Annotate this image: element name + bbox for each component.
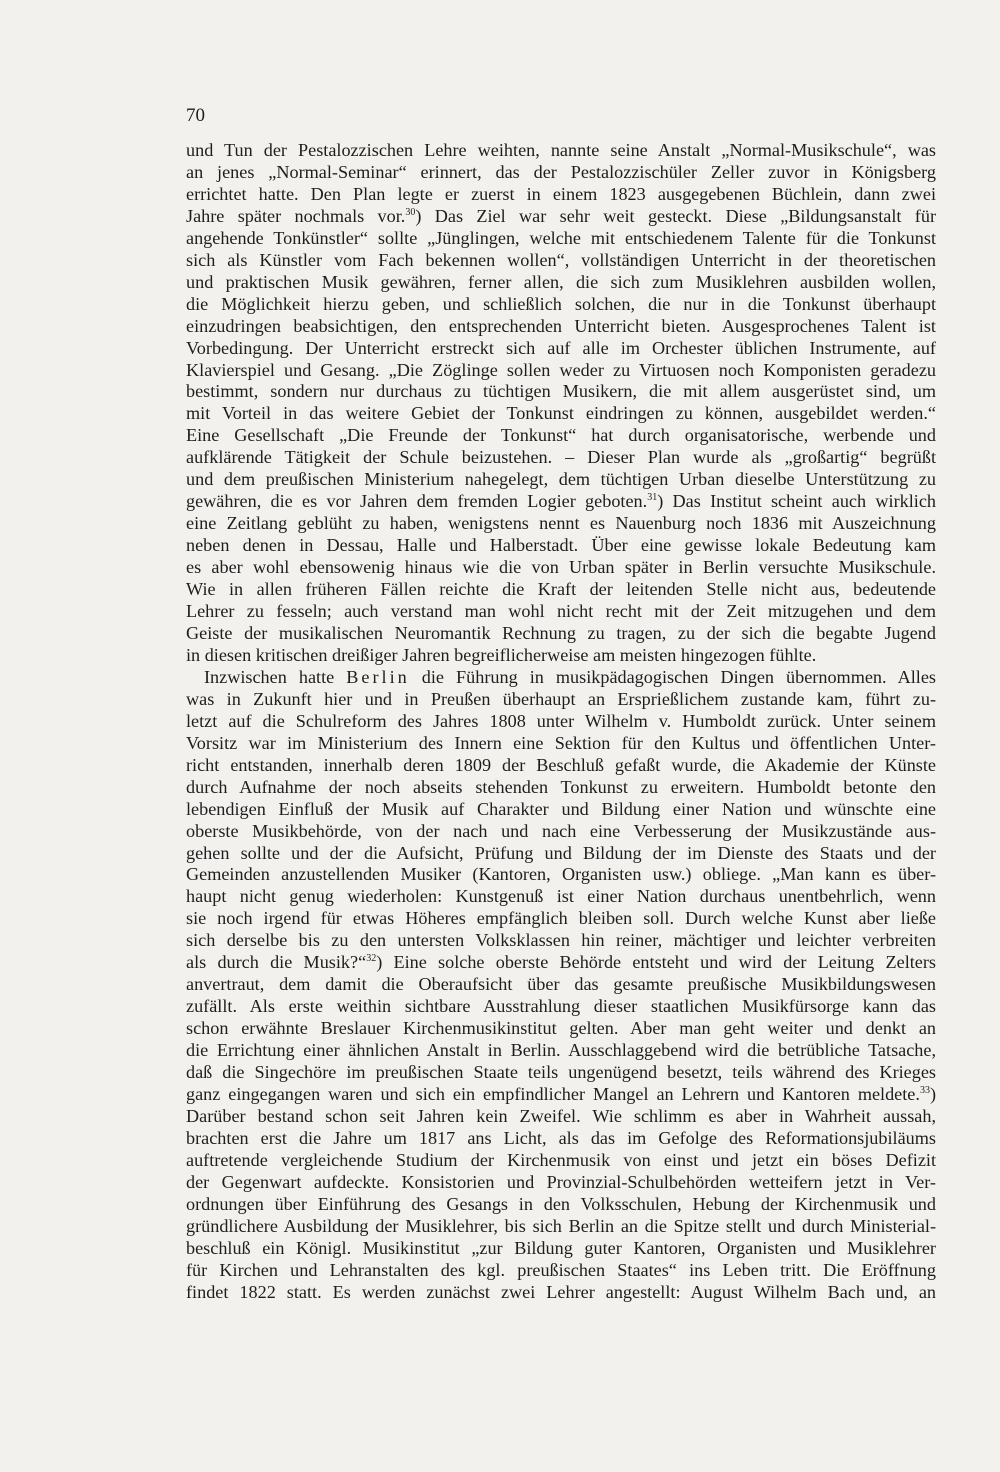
body-text: [186, 140, 936, 1304]
text-line: sich als Künstler vom Fach bekennen wollen“, vollständigen Unterricht in der theoretischen: [186, 249, 936, 270]
text-line: eine Zeitlang geblüht zu haben, wenigstens nennt es Nauenburg noch 1836 mit Auszeichnung: [186, 513, 936, 534]
text-line: Vorbedingung. Der Unterricht erstreckt sich auf alle im Orchester üblichen Instrumente, auf: [186, 337, 936, 358]
text-line: schon erwähnte Breslauer Kirchenmusikinstitut gelten. Aber man geht weiter und denkt an: [186, 1018, 936, 1039]
text-segment: ganz eingegangen waren und sich ein empfindlicher Mangel an Lehrern und Kantoren meldete.: [186, 1083, 920, 1104]
text-line: in diesen kritischen dreißiger Jahren begreiflicherweise am meisten hingezogen fühlte.: [186, 644, 817, 665]
footnote-marker: 31: [647, 492, 658, 504]
text-line: mit Vorteil in das weitere Gebiet der Tonkunst eindringen zu können, ausgebildet werden.“: [186, 403, 936, 424]
text-line: und dem preußischen Ministerium nahegelegt, dem tüchtigen Urban dieselbe Unterstützung zu: [186, 469, 936, 490]
text-line: Darüber bestand schon seit Jahren kein Zweifel. Wie schlimm es aber in Wahrheit aussah,: [186, 1105, 936, 1126]
text-segment: die Führung in musikpädagogischen Dingen übernommen. Alles: [409, 666, 936, 687]
book-page: [186, 104, 936, 1304]
text-line: gründlichere Ausbildung der Musiklehrer, bis sich Berlin an die Spitze stellt und durch Ministerial-: [186, 1215, 936, 1236]
text-line: [186, 667, 936, 689]
text-line: anvertraut, dem damit die Oberaufsicht über das gesamte preußische Musikbildungswesen: [186, 974, 936, 995]
text-line: auftretende vergleichende Studium der Kirchenmusik von einst und jetzt ein böses Defizit: [186, 1149, 936, 1170]
text-line: [186, 952, 936, 974]
page-number: 70: [186, 105, 205, 126]
text-line: findet 1822 statt. Es werden zunächst zwei Lehrer angestellt: August Wilhelm Bach und, an: [186, 1281, 936, 1302]
text-line: richt entstanden, innerhalb deren 1809 der Beschluß gefaßt wurde, die Akademie der Künste: [186, 754, 936, 775]
text-segment: ) Das Institut scheint auch wirklich: [657, 491, 936, 512]
text-line: zufällt. Als erste weithin sichtbare Ausstrahlung dieser staatlichen Musikfürsorge kann das: [186, 996, 936, 1017]
text-line: die Errichtung einer ähnlichen Anstalt in Berlin. Ausschlaggebend wird die betrübliche Tatsache,: [186, 1040, 936, 1061]
text-line: [186, 1084, 936, 1106]
text-line: neben denen in Dessau, Halle und Halberstadt. Über eine gewisse lokale Bedeutung kam: [186, 535, 936, 556]
text-line: Geiste der musikalischen Neuromantik Rechnung zu tragen, zu der sich die begabte Jugend: [186, 622, 936, 643]
text-line: ordnungen über Einführung des Gesangs in den Volksschulen, Hebung der Kirchenmusik und: [186, 1193, 936, 1214]
text-line: der Gegenwart aufdeckte. Konsistorien und Provinzial-Schulbehörden wetteifern jetzt in Ver-: [186, 1171, 936, 1192]
text-segment: ) Das Ziel war sehr weit gesteckt. Diese „Bildungsanstalt für: [415, 205, 936, 226]
text-line: Eine Gesellschaft „Die Freunde der Tonkunst“ hat durch organisatorische, werbende und: [186, 425, 936, 446]
text-line: und Tun der Pestalozzischen Lehre weihten, nannte seine Anstalt „Normal-Musikschule“, was: [186, 140, 936, 160]
text-line: Wie in allen früheren Fällen reichte die Kraft der leitenden Stelle nicht aus, bedeutende: [186, 579, 936, 600]
text-line: daß die Singechöre im preußischen Staate teils ungenügend besetzt, teils während des Krieges: [186, 1062, 936, 1083]
text-line: haupt nicht genug wiederholen: Kunstgenuß ist einer Nation durchaus unentbehrlich, wenn: [186, 886, 936, 907]
text-line: für Kirchen und Lehranstalten des kgl. preußischen Staates“ ins Leben tritt. Die Eröffnung: [186, 1259, 936, 1280]
text-segment: Jahre später nochmals vor.: [186, 205, 406, 226]
text-line: an jenes „Normal-Seminar“ erinnert, das der Pestalozzischüler Zeller zuvor in Königsberg: [186, 161, 936, 182]
text-line: gehen sollte und der die Aufsicht, Prüfung und Bildung der im Dienste des Staats und der: [186, 842, 936, 863]
text-line: angehende Tonkünstler“ sollte „Jünglingen, welche mit entschiedenem Talente für die Tonkunst: [186, 227, 936, 248]
text-line: und praktischen Musik gewähren, ferner allen, die sich zum Musiklehren ausbilden wollen,: [186, 271, 936, 292]
text-segment: gewähren, die es vor Jahren dem fremden Logier geboten.: [186, 491, 648, 512]
text-line: sie noch irgend für etwas Höheres empfänglich bleiben soll. Durch welche Kunst aber ließe: [186, 908, 936, 929]
text-line: durch Aufnahme der noch abseits stehenden Tonkunst zu erweitern. Humboldt betonte den: [186, 776, 936, 797]
text-line: letzt auf die Schulreform des Jahres 1808 unter Wilhelm v. Humboldt zurück. Unter seinem: [186, 710, 936, 731]
text-line: was in Zukunft hier und in Preußen überhaupt an Ersprießlichem zustande kam, führt zu-: [186, 688, 936, 709]
text-line: errichtet hatte. Den Plan legte er zuerst in einem 1823 ausgegebenen Büchlein, dann zwei: [186, 183, 936, 204]
text-line: [186, 491, 936, 513]
text-line: aufklärende Tätigkeit der Schule beizustehen. – Dieser Plan wurde als „großartig“ begrüßt: [186, 447, 936, 468]
text-line: bestimmt, sondern nur durchaus zu tüchtigen Musikern, die mit allem ausgerüstet sind, um: [186, 381, 936, 402]
text-segment: Inzwischen hatte: [204, 666, 347, 687]
text-line: beschluß ein Königl. Musikinstitut „zur Bildung guter Kantoren, Organisten und Musiklehrer: [186, 1237, 936, 1258]
text-line: oberste Musikbehörde, von der nach und nach eine Verbesserung der Musikzustände aus-: [186, 820, 936, 841]
text-line: Vorsitz war im Ministerium des Innern eine Sektion für den Kultus und öffentlichen Unter-: [186, 732, 936, 753]
footnote-marker: 33: [919, 1084, 930, 1096]
text-line: lebendigen Einfluß der Musik auf Charakter und Bildung einer Nation und wünschte eine: [186, 798, 936, 819]
text-line: Klavierspiel und Gesang. „Die Zöglinge sollen weder zu Virtuosen noch Komponisten geradezu: [186, 359, 936, 380]
text-line: die Möglichkeit hierzu geben, und schließlich solchen, die nur in die Tonkunst überhaupt: [186, 293, 936, 314]
text-line: [186, 206, 936, 228]
text-line: brachten erst die Jahre um 1817 ans Licht, als das im Gefolge des Reformationsjubiläums: [186, 1127, 936, 1148]
emphasized-word: Berlin: [346, 666, 410, 687]
text-line: Gemeinden anzustellenden Musiker (Kantoren, Organisten usw.) obliege. „Man kann es über-: [186, 864, 936, 885]
footnote-marker: 32: [366, 953, 377, 965]
text-line: Lehrer zu fesseln; auch verstand man wohl nicht recht mit der Zeit mitzugehen und dem: [186, 601, 936, 622]
text-line: sich derselbe bis zu den untersten Volksklassen hin reiner, mächtiger und leichter verbreiten: [186, 930, 936, 951]
text-segment: als durch die Musik?“: [186, 952, 367, 973]
text-line: einzudringen beabsichtigen, den entsprechenden Unterricht bieten. Ausgesprochenes Talent ist: [186, 315, 936, 336]
text-segment: ): [929, 1083, 936, 1104]
text-segment: ) Eine solche oberste Behörde entsteht und wird der Leitung Zelters: [376, 952, 937, 973]
text-line: es aber wohl ebensowenig hinaus wie die von Urban später in Berlin versuchte Musikschule.: [186, 557, 936, 578]
footnote-marker: 30: [405, 206, 416, 218]
